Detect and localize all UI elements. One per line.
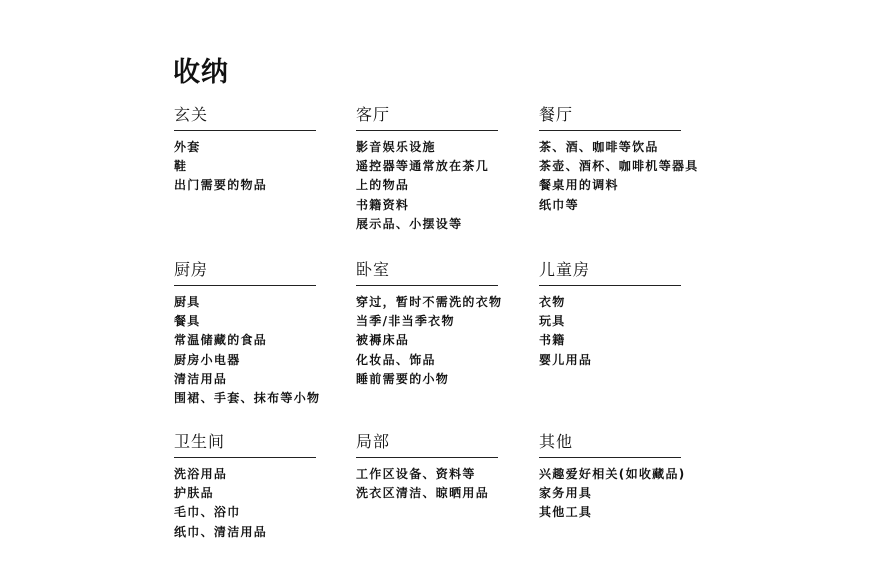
section <box>539 432 686 523</box>
section-heading: 客厅 <box>356 105 391 124</box>
list-item: 茶、酒、咖啡等饮品 <box>539 140 659 154</box>
section-heading: 其他 <box>539 432 574 451</box>
list-item: 穿过，暂时不需洗的衣物 <box>356 295 503 309</box>
list-item: 茶壶、酒杯、咖啡机等器具 <box>539 159 699 174</box>
list-item: 影音娱乐设施 <box>356 140 436 154</box>
section-divider <box>174 285 316 286</box>
list-item: 其他工具 <box>539 505 593 520</box>
item-list <box>174 465 316 542</box>
section-heading: 卫生间 <box>174 432 226 451</box>
section <box>174 432 316 542</box>
section-divider <box>174 457 316 458</box>
list-item: 常温储藏的食品 <box>174 333 268 348</box>
list-item: 工作区设备、资料等 <box>356 467 476 481</box>
list-item: 婴儿用品 <box>539 352 593 367</box>
list-item: 洗衣区清洁、晾晒用品 <box>356 486 490 501</box>
item-list <box>174 293 321 408</box>
list-item: 当季/非当季衣物 <box>356 314 455 329</box>
section <box>539 260 681 370</box>
list-item: 洗浴用品 <box>174 467 228 481</box>
section <box>539 105 699 215</box>
section <box>174 105 316 196</box>
list-item: 围裙、手套、抹布等小物 <box>174 391 321 406</box>
section-divider <box>356 130 498 131</box>
list-item: 书籍 <box>539 333 566 348</box>
list-item: 书籍资料 <box>356 197 410 212</box>
section-heading: 餐厅 <box>539 105 574 124</box>
list-item: 睡前需要的小物 <box>356 371 450 386</box>
list-item: 纸巾、清洁用品 <box>174 524 268 539</box>
section-divider <box>356 285 498 286</box>
item-list <box>174 138 316 196</box>
item-list <box>356 293 503 389</box>
list-item: 衣物 <box>539 295 566 309</box>
list-item: 兴趣爱好相关(如收藏品) <box>539 467 686 481</box>
list-item: 被褥床品 <box>356 333 410 348</box>
section-divider <box>539 130 681 131</box>
list-item: 餐具 <box>174 314 201 329</box>
section-divider <box>539 457 681 458</box>
section <box>174 260 321 408</box>
list-item: 遥控器等通常放在茶几 <box>356 159 490 174</box>
section <box>356 432 498 503</box>
list-item: 厨房小电器 <box>174 352 241 367</box>
section-heading: 玄关 <box>174 105 209 124</box>
item-list <box>539 465 686 523</box>
list-item: 毛巾、浴巾 <box>174 505 241 520</box>
list-item: 外套 <box>174 140 201 154</box>
list-item: 清洁用品 <box>174 371 228 386</box>
section-divider <box>356 457 498 458</box>
list-item: 展示品、小摆设等 <box>356 216 463 231</box>
list-item: 鞋 <box>174 159 188 174</box>
item-list <box>356 465 498 503</box>
section <box>356 105 498 234</box>
section-heading: 卧室 <box>356 260 391 279</box>
page-title: 收纳 <box>173 57 229 88</box>
list-item: 玩具 <box>539 314 566 329</box>
item-list <box>356 138 498 234</box>
section-heading: 局部 <box>356 432 391 451</box>
section-heading: 厨房 <box>174 260 209 279</box>
list-item: 餐桌用的调料 <box>539 178 619 193</box>
section-heading: 儿童房 <box>539 260 591 279</box>
list-item: 厨具 <box>174 295 201 309</box>
list-item: 出门需要的物品 <box>174 178 268 193</box>
section-divider <box>539 285 681 286</box>
section <box>356 260 503 389</box>
list-item: 上的物品 <box>356 178 410 193</box>
list-item: 纸巾等 <box>539 197 579 212</box>
section-divider <box>174 130 316 131</box>
list-item: 化妆品、饰品 <box>356 352 436 367</box>
list-item: 护肤品 <box>174 486 214 501</box>
item-list <box>539 138 699 215</box>
list-item: 家务用具 <box>539 486 593 501</box>
item-list <box>539 293 681 370</box>
